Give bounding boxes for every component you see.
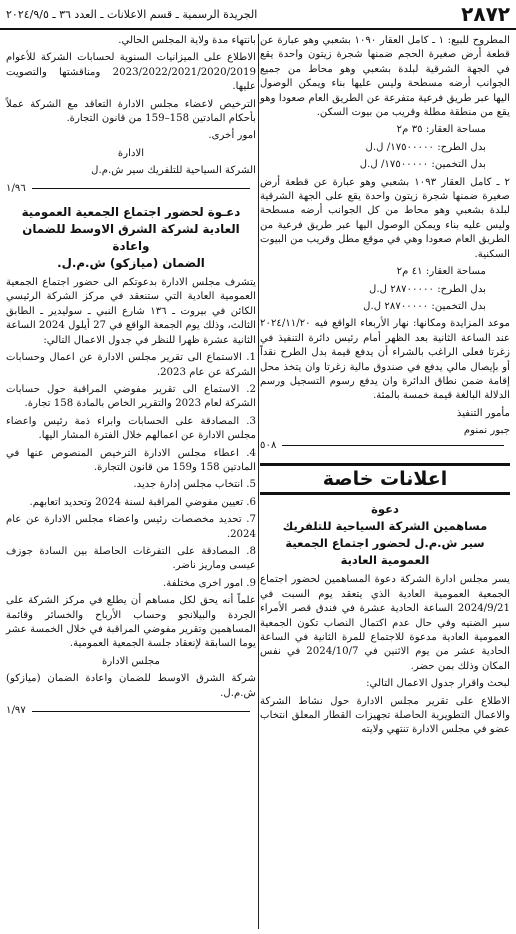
agenda-other: امور أخرى. [208,130,256,142]
company-name-2: شركة الشرق الاوسط للضمان واعادة الضمان (ميازكو) ش.م.ل. [6,673,256,699]
agenda-authorization: الترخيص لاعضاء مجلس الادارة التعاقد مع الشركة عملاً بأحكام المادتين 158–159 من قانون التجارة. [6,98,256,125]
gazette-header-title: الجريدة الرسمية ـ قسم الاعلانات ـ العدد ٣٦ ـ ٢٠٢٤/٩/٥ [6,7,258,21]
section-title: اعلانات خاصة [260,463,510,495]
separator-line [32,188,250,189]
notice-body: يسر مجلس ادارة الشركة دعوة المساهمين لحضور اجتماع الجمعية العمومية العادية الذي يتعقد يوم السبت في 2024/9/21 الساعة الحادية عشرة في فندق قصر الأمراء سير الضنيه وفي حال عدم اكتمال النصاب تكون الجمعية العمومية العادية مدعوة للاجتماع للمرة الثانية في الساعة الحادية عشر من يوم الاثنين في 2024/10/7 في نفس المكان وذلك بمن حضر. [260,574,510,672]
signature-administration: الادارة [117,147,145,159]
agenda-item-8: 8. المصادقة على التفرغات الحاصلة بين السادة جوزف عيسى وماريز ناضر. [6,545,256,572]
area-2: مساحة العقار: ٤١ م٢ [396,266,486,278]
notice-heading-1: دعوة [371,502,399,517]
shareholder-note: علماً أنه يحق لكل مساهم أن يطلع في مركز الشركة على الجردة والبيلانجو وحساب الأرباح والخسائر وقائمة المساهمين وتقرير مفوضي المراقبة في خلال الخمسة عشر يوما السابقة لإنعقاد جلسة الجمعية العمومية. [6,595,256,650]
estimate-price-2: بدل التخمين: ٢٨٧٠٠٠٠٠ ل.ل [363,300,486,312]
column-divider [258,34,259,929]
page-number: ٢٨٧٢ [461,2,510,26]
reference-number: ٥٠٨ [260,439,277,451]
notice-heading-2: مساهمين الشركة السياحية للتلفريك [282,519,488,534]
notice-agenda-item: الاطلاع على تقرير مجلس الادارة حول نشاط الشركة والاعمال التطويرية الحاصلة تجهيزات القطار المعلق انتخاب عضو في مجلس الادارة تنتهي ولايته [260,695,510,736]
notice-heading-4: العمومية العادية [340,553,430,568]
notice-title-3: الضمان (ميازكو) ش.م.ل. [57,256,205,271]
left-column [6,34,256,718]
right-column [260,34,510,741]
notice-title-2: العادية لشركة الشرق الاوسط للضمان واعادة [22,222,240,254]
agenda-item-6: 6. تعيين مفوضي المراقبة لسنة 2024 وتحديد اتعابهم. [29,496,256,508]
bid-price-2: بدل الطرح: ٢٨٧٠٠٠٠٠ ل.ل [368,283,486,295]
signature-role: مأمور التنفيذ [456,407,510,419]
area-1: مساحة العقار: ٣٥ م٢ [396,124,486,136]
page-header [0,0,516,30]
agenda-budgets: الاطلاع على الميزانيات السنوية لحسابات الشركة للأعوام 2023/2022/2021/2020/2019 ومناقشتها والتصويت عليها. [6,52,256,93]
agenda-item-5: 5. انتخاب مجلس إدارة جديد. [133,479,256,491]
agenda-item-2: 2. الاستماع الى تقرير مفوضي المراقبة حول حسابات الشركة لعام 2023 والتقرير الخاص بالمادة 158 تجارة. [6,383,256,410]
signature-board: مجلس الادارة [102,655,160,667]
bid-price-1: بدل الطرح: ١٧٥٠٠٠٠٠/ ل.ل [365,141,486,153]
signature-name: جبور نمنوم [463,425,510,437]
agenda-item-7: 7. تحديد مخصصات رئيس واعضاء مجلس الادارة عن عام 2024. [6,514,256,540]
sale-item-1: المطروح للبيع: ١ ـ كامل العقار ١٠٩٠ بشعبي وهو عبارة عن قطعة أرض صغيرة الحجم ضمنها شجرة زيتون واحدة يقع في الجهة الشرقية لبلدة بشعبي وهو محاط من جميع الجوانب أرضه مسطحة وليس عليها بناء ويمكن الوصول اليها عبر طريق فرعية متفرعة عن الطريق العام صعودا وهو يقع من منطقة مطلة وقريب من بيوت السكن. [260,35,510,119]
notice-heading-3: سير ش.م.ل لحضور اجتماع الجمعية [285,536,485,551]
reference-number: ١/٩٦ [6,182,26,194]
agenda-item-3: 3. المصادقة على الحسابات وابراء ذمة رئيس واعضاء مجلس الادارة عن اعمالهم خلال الفترة المشار اليها. [6,415,256,442]
reference-number: ١/٩٧ [6,705,26,717]
agenda-item-1: 1. الاستماع الى تقرير مجلس الادارة عن اعمال وحسابات الشركة عن عام 2023. [6,352,256,378]
notice-agenda-intro: لبحث واقرار جدول الاعمال التالي: [366,678,510,690]
auction-details: موعد المزايدة ومكانها: نهار الأربعاء الواقع فيه ٢٠٢٤/١١/٢٠ عند الساعة الثانية بعد الظهر أمام رئيس دائرة التنفيذ في زغرتا فعلى الراغب بالشراء أن يدفع قيمة بدل الطرح نقداً أو بإيصال مالي يدفع في صندوق مالية زغرتا وان يتخذ محل إقامة ضمن نطاق الدائرة وان يدفع رسوم التسجيل ورسم الدلالة البالغة قيمة خمسة بالمئة. [260,318,510,402]
separator-line [32,711,250,712]
company-name-1: الشركة السياحية للتلفريك سير ش.م.ل [91,165,256,177]
agenda-item-4: 4. اعطاء مجلس الادارة الترخيص المنصوص عنها في المادتين 158 و159 من قانون التجارة. [6,447,256,473]
invitation-body: يتشرف مجلس الادارة بدعوتكم الى حضور اجتماع الجمعية العمومية العادية التي ستنعقد في مركز الشركة الرئيسي الكائن في بيروت ـ ١٣٦ شارع النبي ـ سوليدير ـ الطابق الثالث، وذلك يوم الجمعة الواقع في 27 أيلول 2024 الساعة الثانية عشرة ظهرا للنظر في جدول الاعمال التالي: [6,277,257,346]
separator-line [282,445,504,446]
agenda-continued: بانتهاء مدة ولاية المجلس الحالي. [118,35,256,46]
notice-title-1: دعـوة لحضور اجتماع الجمعية العمومية [21,205,241,220]
estimate-price-1: بدل التخمين: ١٧٥٠٠٠٠٠/ ل.ل [359,159,486,171]
agenda-item-9: 9. امور اخرى مختلفة. [163,577,256,589]
sale-item-2: ٢ ـ كامل العقار ١٠٩٣ بشعبي وهو عبارة عن قطعة أرض صغيرة ضمنها شجرة زيتون واحدة يقع على الجهة الشرقية لبلدة بشعبي وهو محاط من كل الجوانب أرضه مسطحة وليس عليه بناء ويمكن الوصول اليها عبر طريق فرعية من الطريق العام صعودا وهي في موقع مطل وقريب من البيوت السكنية. [260,176,510,260]
